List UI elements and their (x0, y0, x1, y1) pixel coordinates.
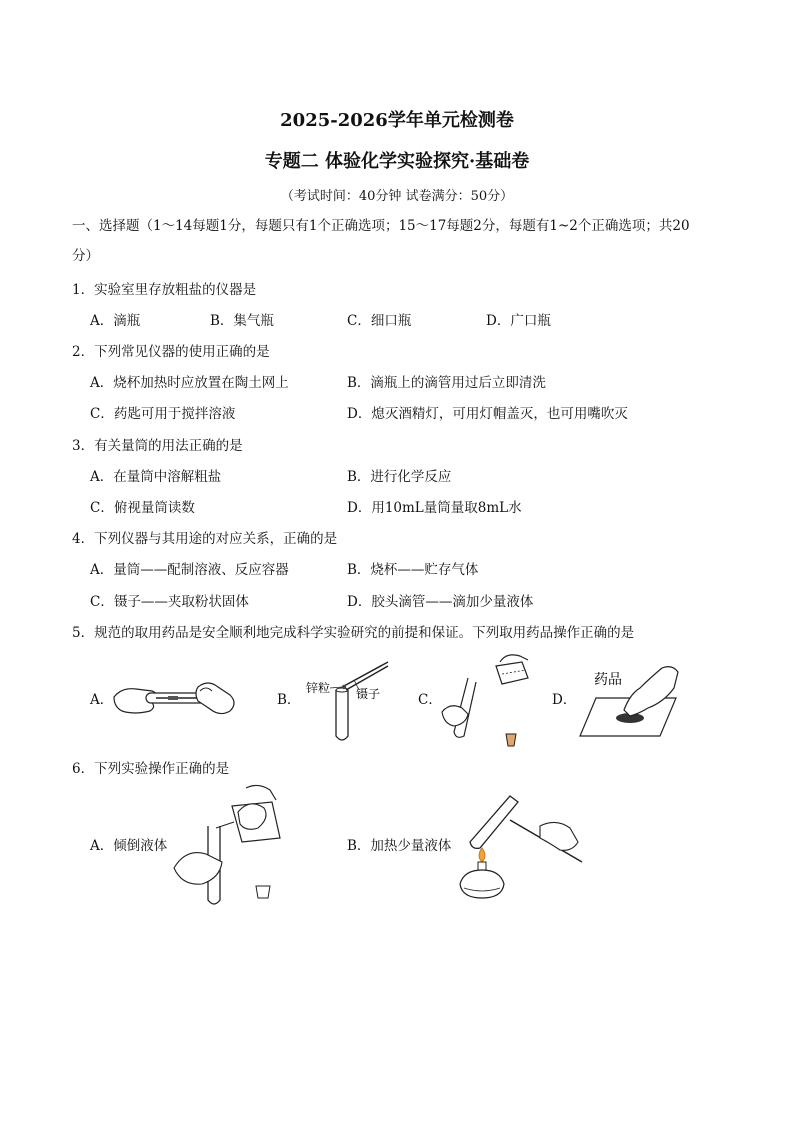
exam-subtitle: 专题二 体验化学实验探究·基础卷 (264, 151, 530, 172)
q3-option-a: A．在量筒中溶解粗盐 (90, 469, 222, 485)
exam-info: （考试时间：40分钟 试卷满分：50分） (280, 189, 514, 204)
q4-stem: 4．下列仪器与其用途的对应关系，正确的是 (72, 531, 338, 547)
q1-stem: 1．实验室里存放粗盐的仪器是 (72, 282, 257, 298)
q5-option-a: A． (90, 692, 114, 708)
q3-option-c: C．俯视量筒读数 (90, 500, 195, 516)
pour-liquid-test-tube-illustration (172, 782, 296, 910)
q1-option-d: D．广口瓶 (486, 313, 551, 329)
q1-option-a: A．滴瓶 (90, 313, 141, 329)
q1-option-b: B．集气瓶 (210, 313, 274, 329)
q3-stem: 3．有关量筒的用法正确的是 (72, 438, 243, 454)
q2-option-a: A．烧杯加热时应放置在陶土网上 (90, 375, 289, 391)
q4-option-d: D．胶头滴管——滴加少量液体 (347, 594, 534, 610)
q5-stem: 5．规范的取用药品是安全顺利地完成科学实验研究的前提和保证。下列取用药品操作正确的是 (72, 625, 635, 641)
heating-liquid-illustration (452, 790, 590, 902)
q6-option-b: B．加热少量液体 (347, 838, 452, 854)
exam-title: 2025-2026学年单元检测卷 (280, 110, 514, 131)
q2-option-c: C．药匙可用于搅拌溶液 (90, 406, 236, 422)
q5-option-d: D． (552, 692, 577, 708)
section-heading: 一、选择题（1～14每题1分，每题只有1个正确选项；15～17每题2分，每题有1~2个正确选项；共20 (72, 218, 690, 234)
section-heading-cont: 分） (72, 248, 99, 264)
q2-stem: 2．下列常见仪器的使用正确的是 (72, 344, 270, 360)
q2-option-b: B．滴瓶上的滴管用过后立即清洗 (347, 375, 546, 391)
q1-option-c: C．细口瓶 (347, 313, 412, 329)
q6-stem: 6．下列实验操作正确的是 (72, 761, 230, 777)
q2-option-d: D．熄灭酒精灯，可用灯帽盖灭，也可用嘴吹灭 (347, 406, 628, 422)
pour-liquid-illustration (440, 652, 552, 748)
zinc-label: 锌粒 (306, 681, 331, 695)
tweezers-label: 镊子 (356, 687, 381, 701)
q4-option-c: C．镊子——夹取粉状固体 (90, 594, 249, 610)
q4-option-b: B．烧杯——贮存气体 (347, 562, 479, 578)
q4-option-a: A．量筒——配制溶液、反应容器 (90, 562, 289, 578)
q5-option-b: B． (277, 692, 301, 708)
q5-option-c: C． (418, 692, 442, 708)
hand-drug-illustration (578, 658, 682, 740)
q3-option-b: B．进行化学反应 (347, 469, 452, 485)
q3-option-d: D．用10mL量筒量取8mL水 (347, 500, 522, 516)
drug-label: 药品 (594, 672, 622, 688)
hand-tube-illustration (112, 677, 240, 723)
q6-option-a: A．倾倒液体 (90, 838, 168, 854)
tweezers-zinc-illustration (300, 658, 392, 744)
